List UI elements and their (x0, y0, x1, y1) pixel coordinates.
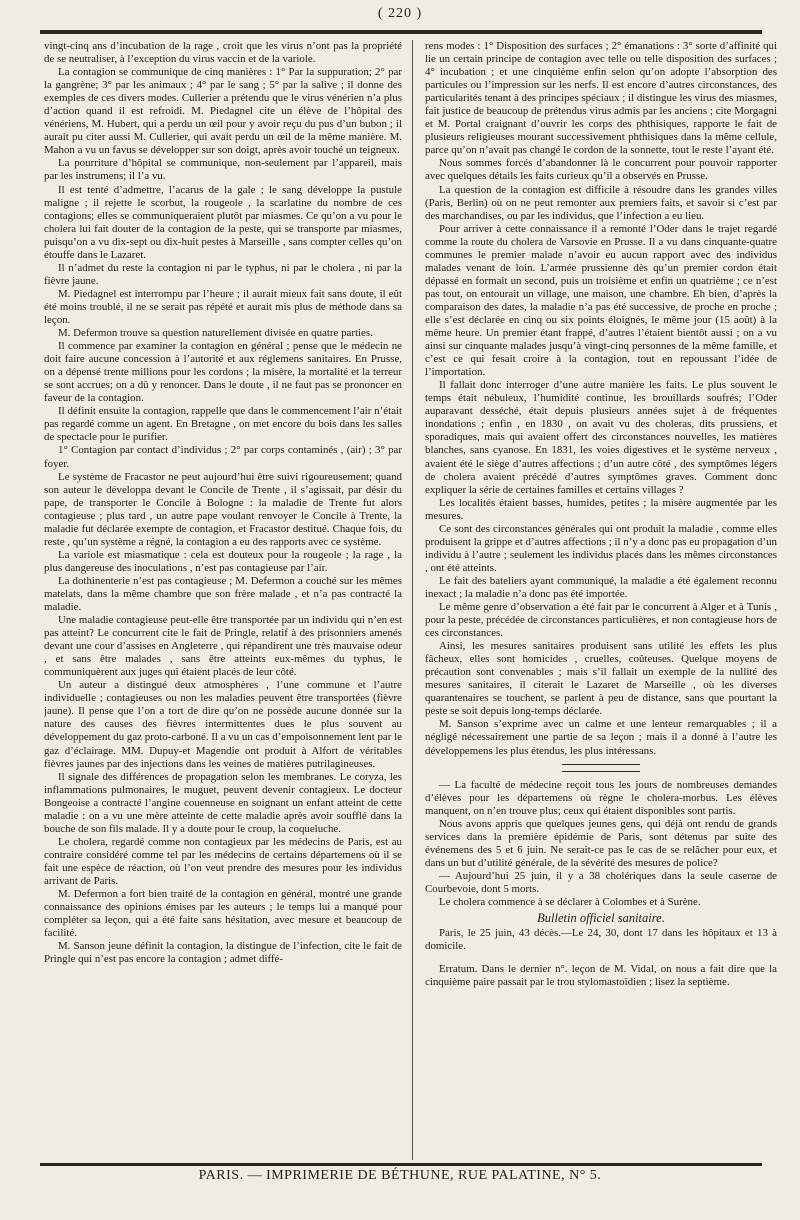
paragraph: Il fallait donc interroger d’une autre manière les faits. Le plus souvent le temps était nébuleux, l’humidité continue, les brouillards soufrés; l’Oder auparavant desséché, était depuis plusieurs années sujet à de fréquentes inondations ; enfin , en 1830 , on avait vu des choleras, dits prussiens, et sporadiques, mais qui avaient offert des circonstances nouvelles, les matières blanches, sans cyanose. En 1831, les voies digestives et le système nerveux , avaient été le siège d’autres affections ; d’un autre côté , des symptômes légers de cholera avaient précédé d’autres symptômes graves. Comment donc expliquer la série de certaines familles et certains villages ? (425, 379, 777, 496)
bottom-rule (40, 1163, 762, 1166)
paragraph: M. Sanson s’exprime avec un calme et une lenteur remarquables ; il a négligé nécessairement une partie de sa leçon ; mais il a donné à l’autre les développemens les plus étendus, les plus intéressans. (425, 718, 777, 757)
paragraph: Le système de Fracastor ne peut aujourd’hui être suivi rigoureusement; quand son auteur le développa devant le Concile de Trente , il s’agissait, par désir du pape, de transporter le Concile à Bologne : la maladie de Trente fut alors contagieuse ; plus tard , un autre pape voulant renvoyer le Concile à Trente, la maladie fut déclarée exempte de contagion, et Fracastor destitué. Chaque fois, du reste , qu’un système a régné, la contagion a eu des rapports avec ce système. (44, 470, 402, 548)
paragraph: Il signale des différences de propagation selon les membranes. Le coryza, les inflammations pulmonaires, le muguet, peuvent devenir contagieux. Le docteur Bongeoise a contracté l’angine couenneuse en soignant un enfant atteint de cette maladie : on a vu une mère atteinte de cette maladie après avoir soufflé dans la bouche de son fils malade. Il y a doute pour le croup, la coqueluche. (44, 770, 402, 835)
paragraph: Un auteur a distingué deux atmosphères , l’une commune et l’autre individuelle ; contagieuses ou non les maladies peuvent être transportées (fièvre jaune). Il pense que l’on a tort de dire qu’on ne possède aucune donnée sur la nature des causes des fièvres intermittentes dues le plus souvent au développement du gaz proto-carboné. Il a vu un cas d’empoisonnement lent par le gaz d’éclairage. MM. Dupuy-et Magendie ont produit à Alfort de véritables fièvres jaunes par des injections dans les veines de matières putrilagineuses. (44, 679, 402, 770)
paragraph: La dothinenterie n’est pas contagieuse ; M. Defermon a couché sur les mêmes matelats, dans la même chambre que son frère malade , et n’a pas contracté la maladie. (44, 574, 402, 614)
paragraph: Il est tenté d’admettre, l’acarus de la gale ; le sang développe la pustule maligne ; il rejette le scorbut, la rougeole , la scarlatine du nombre de ces contagions; elles se communiqueraient plutôt par miasmes. Ce qu’on a vu pour le cholera lui fait douter de la contagion de la peste, qui se transporte par miasmes, puisqu’on a vu dix-sept ou dix-huit pestes à Marseille , sans compter celles qu’on étouffe dans le Lazaret. (44, 183, 402, 261)
paragraph: La pourriture d’hôpital se communique, non-seulement par l’appareil, mais par les instrumens; il l’a vu. (44, 157, 402, 183)
news-notice: — Aujourd’hui 25 juin, il y a 38 cholériques dans la seule caserne de Courbevoie, dont 5 morts. (425, 869, 777, 895)
paragraph: M. Sanson jeune définit la contagion, la distingue de l’infection, cite le fait de Pringle qui n’est pas encore la contagion ; admet diffé- (44, 940, 402, 966)
news-notice: — La faculté de médecine reçoit tous les jours de nombreuses demandes d’élèves pour les départemens où règne le cholera-morbus. Les élèves manquent, on n’en trouve plus; ceux qui étaient disponibles sont partis. (425, 778, 777, 817)
paragraph: La contagion se communique de cinq manières : 1° Par la suppuration; 2° par la gangrène; 3° par les animaux ; 4° par le sang ; 5° par la salive ; il donne des exemples de ces divers modes. Cullerier a prétendu que le virus vénérien n’a plus d’action quand il est refroidi. M. Piedagnel cite un élève de l’hôpital des vénériens, M. Hubert, qui a perdu un œil pour y avoir reçu du pus d’un bubon ; il aurait pu citer aussi M. Cullerier, qui avait perdu un œil de la même manière. M. Mahon a vu un favus se développer sur son doigt, après avoir touché un teigneux. (44, 66, 402, 157)
left-column (44, 40, 402, 1160)
right-column (425, 40, 777, 1160)
imprint-footer: PARIS. — IMPRIMERIE DE BÉTHUNE, RUE PALATINE, N° 5. (198, 1168, 602, 1183)
page-header (0, 2, 800, 32)
section-separator (562, 764, 640, 772)
news-notice: Le cholera commence à se déclarer à Colombes et à Surène. (439, 896, 701, 908)
news-notice: Nous avons appris que quelques jeunes gens, qui déjà ont rendu de grands services dans la première épidémie de Paris, sont détenus par suite des événemens des 5 et 6 juin. Ne serait-ce pas le cas de se relâcher pour eux, et dans un but d’utilité générale, de la sévérité des mesures de police? (425, 817, 777, 869)
paragraph: Le fait des bateliers ayant communiqué, la maladie a été également reconnu inexact ; la maladie n’a donc pas été importée. (425, 574, 777, 600)
paragraph: Il n’admet du reste la contagion ni par le typhus, ni par le cholera , ni par la fièvre jaune. (44, 261, 402, 287)
paragraph: Ainsi, les mesures sanitaires produisent sans utilité les effets les plus fâcheux, elles sont homicides , cruelles, coûteuses. Quelque moyens de précaution sont convenables ; mais s’il fallait un exemple de la nullité des mesures sanitaires, il citerait le Lazaret de Marseille , où les diverses quarantenaires se touchent, se parlent à peu de distance, sans que pourtant la peste se soit depuis long-temps déclarée. (425, 640, 777, 718)
column-divider (412, 40, 413, 1160)
paragraph: Le cholera, regardé comme non contagieux par les médecins de Paris, est au contraire considéré comme tel par les médecins de certains départemens où il se fait une espèce de réaction, où l’on veut prendre des mesures pour les individus arrivant de Paris. (44, 835, 402, 887)
spacer (425, 953, 777, 963)
page-number: ( 220 ) (377, 6, 423, 21)
top-rule (40, 30, 762, 34)
paragraph: rens modes : 1° Disposition des surfaces ; 2° émanations : 3° sorte d’affinité qui lie un certain principe de contagion avec telle ou telle disposition des surfaces ; 4° incubation ; et une cinquième enfin selon qu’on adopte l’absorption des particules ou l’impression sur les nerfs. Il est encore d’autres circonstances, des particularités tenant à des principes spéciaux ; il distingue les virus des miasmes, fait justice de beaucoup de prétendus virus admis par les anciens ; cite Morgagni et M. Portal craignant d’ouvrir les corps des phthisiques, rapporte le fait de plusieurs religieuses mourant successivement phthisiques dans la même cellule, parce qu’on n’avait pas changé le cordon de la sonnette, tout le reste l’ayant été. (425, 40, 777, 157)
bulletin-title: Bulletin officiel sanitaire. (537, 911, 665, 926)
paragraph: La variole est miasmatique : cela est douteux pour la rougeole ; la rage , la plus dangereuse des inoculations , n’est pas contagieuse par l’air. (44, 548, 402, 574)
paragraph: M. Piedagnel est interrompu par l’heure ; il aurait mieux fait sans doute, il eût été moins troublé, il ne se serait pas répété et aurait mis plus de méthode dans sa leçon. (44, 287, 402, 326)
paragraph: Pour arriver à cette connaissance il a remonté l’Oder dans le trajet regardé comme la route du cholera de Varsovie en Prusse. Il a vu dans cinquante-quatre communes le premier malade n’avoir eu aucun rapport avec des individus malades venant de loin. L’armée prussienne dès qu’un premier cordon était dépassé en formait un second, puis un troisième et enfin un quatrième ; ce n’est pas tout, on entourait un village, une maison, une chambre. Eh bien, d’après la comparaison des dates, la maladie n’a pas été successive, de proche en proche ; elle s’est déclarée en cinq ou six points éloignés, le même jour (15 août) à la même heure. Un premier étant frappé, d’autres l’étaient bientôt aussi ; on a vu ainsi sur cinquante malades jusqu’à vingt-cinq personnes de la même famille, et c’est ce qui fesait croire à la contagion, tout en repoussant l’idée de l’importation. (425, 222, 777, 379)
bulletin-text: Paris, le 25 juin, 43 décès.—Le 24, 30, dont 17 dans les hôpitaux et 13 à domicile. (425, 927, 777, 953)
paragraph: La question de la contagion est difficile à résoudre dans les grandes villes (Paris, Berlin) où on ne peut remonter aux premiers faits, et savoir si c’est par des marchandises, ou par les individus, que l’infection a eu lieu. (425, 183, 777, 222)
paragraph: M. Defermon a fort bien traité de la contagion en général, montré une grande connaissance des opinions émises par les auteurs ; le temps lui a manqué pour compléter sa leçon, qui a été faite sans hésitation, avec mesure et beaucoup de facilité. (44, 888, 402, 940)
paragraph: Il commence par examiner la contagion en général ; pense que le médecin ne doit faire aucune concession à l’autorité et aux réglemens sanitaires. En Prusse, on a dépensé trente millions pour les cordons ; la misère, la mortalité et la terreur se sont accrues; on a dû y renoncer. Dans le doute , il ne faut pas se prononcer en faveur de la contagion. (44, 340, 402, 405)
paragraph: Ce sont des circonstances générales qui ont produit la maladie , comme elles produisent la grippe et d’autres affections ; il n’y a donc pas eu propagation d’un individu à l’autre ; seulement les individus placés dans les mêmes circonstances , ont été atteints. (425, 522, 777, 574)
paragraph: 1° Contagion par contact d’individus ; 2° par corps contaminés , (air) ; 3° par foyer. (44, 444, 402, 470)
paragraph: M. Defermon trouve sa question naturellement divisée en quatre parties. (58, 327, 373, 340)
paragraph: Le même genre d’observation a été fait par le concurrent à Alger et à Tunis , pour la peste, précédée de circonstances particulières, et non contagieuse hors de ces circonstances. (425, 601, 777, 640)
paragraph: Il définit ensuite la contagion, rappelle que dans le commencement l’air n’était pas regardé comme un agent. En Bretagne , on met encore du bois dans les salles de spectacle pour le purifier. (44, 405, 402, 444)
paragraph: Les localités étaient basses, humides, petites ; la misère augmentée par les mesures. (425, 496, 777, 522)
paragraph: vingt-cinq ans d’incubation de la rage , croit que les virus n’ont pas la propriété de se neutraliser, à l’exception du virus vaccin et de la variole. (44, 40, 402, 66)
paragraph: Nous sommes forcés d’abandonner là le concurrent pour pouvoir rapporter avec quelques détails les faits curieux qu’il a observés en Prusse. (425, 157, 777, 183)
erratum-note: Erratum. Dans le dernier n°. leçon de M. Vidal, on nous a fait dire que la cinquième paire passait par le trou stylomastoïdien ; lisez la septième. (425, 963, 777, 989)
paragraph: Une maladie contagieuse peut-elle être transportée par un individu qui n’en est pas atteint? Le concurrent cite le fait de Pringle, relatif à des prisonniers amenés devant une cour d’assises en Angleterre , qui répandirent une très mauvaise odeur , et sans être malades , sans être atteints eux-mêmes du typhus, le communiquèrent aux juges qui étaient placés de leur côté. (44, 614, 402, 679)
